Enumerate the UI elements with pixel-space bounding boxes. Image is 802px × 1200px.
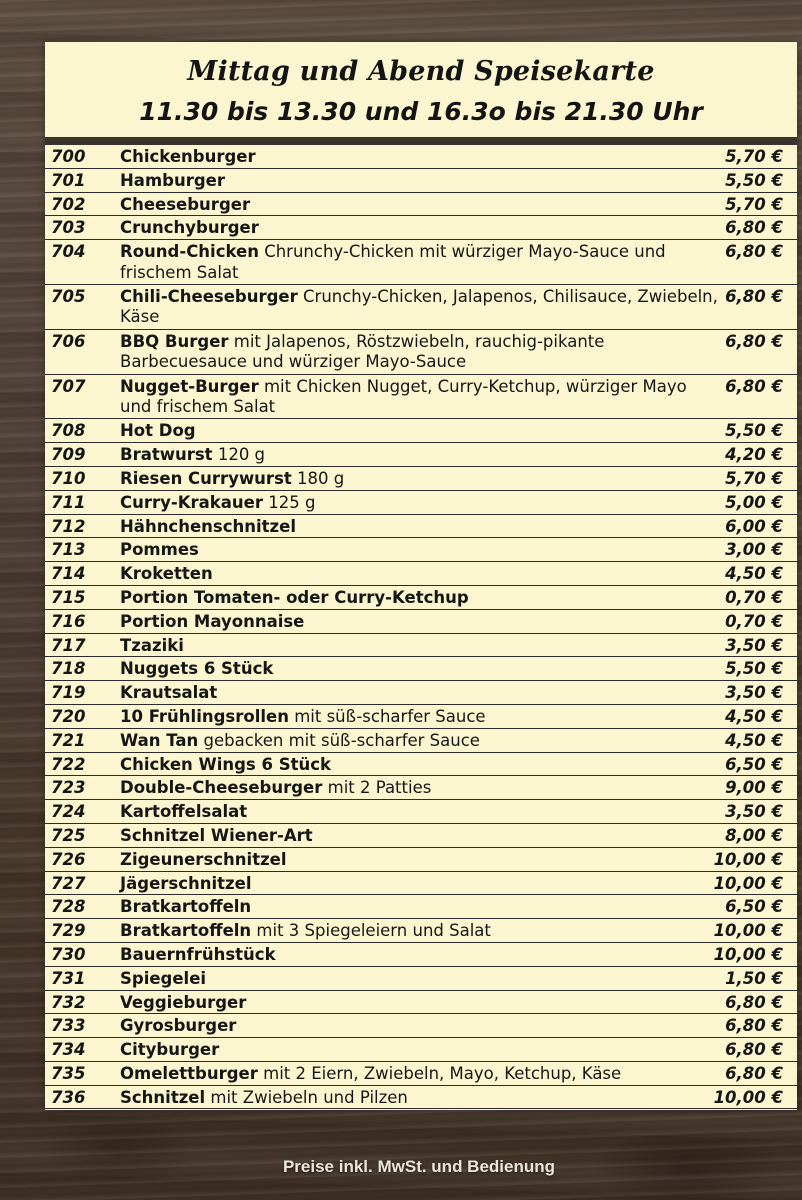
item-description <box>120 1016 720 1037</box>
item-name: Gyrosburger <box>120 1016 237 1036</box>
item-description <box>120 195 720 216</box>
item-price: 1,50 € <box>725 968 783 988</box>
item-description <box>120 897 720 918</box>
item-name: Krautsalat <box>120 683 218 703</box>
item-number: 720 <box>51 706 86 726</box>
item-name: Veggieburger <box>120 992 247 1012</box>
item-number: 710 <box>51 468 86 488</box>
opening-hours: 11.30 bis 13.30 und 16.3o bis 21.30 Uhr <box>139 97 703 126</box>
item-number: 734 <box>51 1040 86 1060</box>
menu-item-row <box>45 1062 797 1086</box>
item-details: mit Zwiebeln und Pilzen <box>205 1087 408 1107</box>
item-name: Cityburger <box>120 1040 220 1060</box>
item-price: 10,00 € <box>713 849 783 869</box>
item-description <box>120 636 720 657</box>
item-price: 4,50 € <box>725 706 783 726</box>
item-name: Chili-Cheeseburger <box>120 286 298 306</box>
menu-item-row <box>45 419 797 443</box>
item-name: Spiegelei <box>120 968 207 988</box>
menu-header <box>45 42 797 134</box>
item-description <box>120 778 720 799</box>
item-name: Schnitzel Wiener-Art <box>120 825 313 845</box>
menu-item-row <box>45 800 797 824</box>
item-name: Bratkartoffeln <box>120 897 252 917</box>
item-number: 721 <box>51 730 86 750</box>
item-number: 730 <box>51 944 86 964</box>
menu-item-row <box>45 562 797 586</box>
item-price: 5,50 € <box>725 421 783 441</box>
item-description <box>120 171 720 192</box>
menu-item-row <box>45 1086 797 1110</box>
item-details: 120 g <box>212 445 266 465</box>
menu-item-row <box>45 848 797 872</box>
item-number: 723 <box>51 778 86 798</box>
item-description <box>120 683 720 704</box>
item-description <box>120 802 720 823</box>
item-description <box>120 332 720 373</box>
item-name: Kartoffelsalat <box>120 802 248 822</box>
menu-item-row <box>45 443 797 467</box>
item-description <box>120 421 720 442</box>
item-name: Zigeunerschnitzel <box>120 849 287 869</box>
item-name: Jägerschnitzel <box>120 873 252 893</box>
menu-item-row <box>45 776 797 800</box>
item-name: Kroketten <box>120 564 213 584</box>
menu-item-row <box>45 753 797 777</box>
item-details: mit Chicken Nugget, Curry-Ketchup, würziger Mayo und frischem Salat <box>120 376 687 417</box>
item-description <box>120 826 720 847</box>
item-details: mit 3 Spiegeleiern und Salat <box>251 921 491 941</box>
item-description <box>120 993 720 1014</box>
item-price: 10,00 € <box>713 873 783 893</box>
item-price: 6,80 € <box>725 376 783 396</box>
item-description <box>120 517 720 538</box>
item-description <box>120 588 720 609</box>
price-note <box>0 1157 802 1177</box>
item-name: Bauernfrühstück <box>120 944 276 964</box>
item-price: 6,80 € <box>725 1016 783 1036</box>
item-description <box>120 564 720 585</box>
item-description <box>120 1064 720 1085</box>
item-description <box>120 874 720 895</box>
menu-item-row <box>45 1038 797 1062</box>
item-details: 125 g <box>262 492 316 512</box>
menu-item-row <box>45 285 797 330</box>
menu-item-row <box>45 729 797 753</box>
item-details: Crunchy-Chicken, Jalapenos, Chilisauce, Zwiebeln, Käse <box>120 286 718 327</box>
item-price: 9,00 € <box>725 778 783 798</box>
menu-item-row <box>45 330 797 375</box>
item-number: 722 <box>51 754 86 774</box>
item-price: 5,50 € <box>725 659 783 679</box>
item-number: 705 <box>51 286 86 306</box>
item-name: Hamburger <box>120 170 225 190</box>
item-name: Pommes <box>120 540 199 560</box>
item-name: Crunchyburger <box>120 218 259 238</box>
item-number: 713 <box>51 540 86 560</box>
item-number: 708 <box>51 421 86 441</box>
item-price: 6,50 € <box>725 897 783 917</box>
item-number: 712 <box>51 516 86 536</box>
item-number: 728 <box>51 897 86 917</box>
item-description <box>120 469 720 490</box>
item-price: 3,50 € <box>725 683 783 703</box>
item-description <box>120 945 720 966</box>
menu-item-list <box>45 145 797 1109</box>
header-divider <box>45 137 797 145</box>
item-name: Hähnchenschnitzel <box>120 516 296 536</box>
price-note-text: Preise inkl. MwSt. und Bedienung <box>282 1157 556 1176</box>
item-price: 5,70 € <box>725 468 783 488</box>
menu-item-row <box>45 681 797 705</box>
item-description <box>120 850 720 871</box>
menu-item-row <box>45 991 797 1015</box>
item-price: 4,20 € <box>725 445 783 465</box>
menu-card <box>45 42 797 1110</box>
menu-item-row <box>45 216 797 240</box>
menu-item-row <box>45 491 797 515</box>
item-number: 735 <box>51 1063 86 1083</box>
item-description <box>120 707 720 728</box>
item-name: Chicken Wings 6 Stück <box>120 754 331 774</box>
item-number: 727 <box>51 873 86 893</box>
menu-item-row <box>45 610 797 634</box>
item-price: 6,80 € <box>725 1040 783 1060</box>
item-name: BBQ Burger <box>120 331 229 351</box>
item-number: 732 <box>51 992 86 1012</box>
menu-item-row <box>45 169 797 193</box>
menu-item-row <box>45 967 797 991</box>
item-description <box>120 969 720 990</box>
item-number: 706 <box>51 331 86 351</box>
item-price: 4,50 € <box>725 564 783 584</box>
item-number: 724 <box>51 802 86 822</box>
item-description <box>120 612 720 633</box>
item-number: 726 <box>51 849 86 869</box>
item-number: 736 <box>51 1087 86 1107</box>
item-details: mit Jalapenos, Röstzwiebeln, rauchig-pikante Barbecuesauce und würziger Mayo-Sauce <box>120 331 605 372</box>
item-name: Curry-Krakauer <box>120 492 263 512</box>
item-price: 10,00 € <box>713 944 783 964</box>
item-price: 6,80 € <box>725 992 783 1012</box>
item-price: 6,50 € <box>725 754 783 774</box>
item-name: Portion Tomaten- oder Curry-Ketchup <box>120 587 469 607</box>
item-name: Schnitzel <box>120 1087 206 1107</box>
item-price: 10,00 € <box>713 921 783 941</box>
item-details: gebacken mit süß-scharfer Sauce <box>198 730 480 750</box>
item-number: 725 <box>51 825 86 845</box>
item-details: mit 2 Eiern, Zwiebeln, Mayo, Ketchup, Käse <box>257 1063 622 1083</box>
item-details: mit süß-scharfer Sauce <box>288 706 486 726</box>
item-number: 711 <box>51 492 86 512</box>
item-description <box>120 540 720 561</box>
item-price: 8,00 € <box>725 825 783 845</box>
item-number: 717 <box>51 635 86 655</box>
item-name: Nuggets 6 Stück <box>120 659 274 679</box>
item-number: 715 <box>51 587 86 607</box>
menu-item-row <box>45 193 797 217</box>
item-price: 5,00 € <box>725 492 783 512</box>
item-description <box>120 659 720 680</box>
item-number: 700 <box>51 147 86 166</box>
item-price: 5,70 € <box>725 194 783 214</box>
item-price: 3,50 € <box>725 635 783 655</box>
item-price: 6,80 € <box>725 242 783 262</box>
menu-item-row <box>45 375 797 420</box>
item-description <box>120 1040 720 1061</box>
item-name: Bratkartoffeln <box>120 921 252 941</box>
item-number: 709 <box>51 445 86 465</box>
item-name: Bratwurst <box>120 445 213 465</box>
menu-item-row <box>45 467 797 491</box>
item-description <box>120 377 720 418</box>
menu-item-row <box>45 705 797 729</box>
item-number: 718 <box>51 659 86 679</box>
item-number: 704 <box>51 242 86 262</box>
item-price: 6,80 € <box>725 1063 783 1083</box>
item-description <box>120 731 720 752</box>
menu-item-row <box>45 943 797 967</box>
item-number: 714 <box>51 564 86 584</box>
item-name: Wan Tan <box>120 730 199 750</box>
item-name: Hot Dog <box>120 421 196 441</box>
item-details: 180 g <box>291 468 345 488</box>
item-name: Round-Chicken <box>120 242 259 262</box>
item-name: Riesen Currywurst <box>120 468 292 488</box>
item-price: 0,70 € <box>725 587 783 607</box>
item-number: 719 <box>51 683 86 703</box>
item-number: 703 <box>51 218 86 238</box>
item-number: 731 <box>51 968 86 988</box>
item-details: mit 2 Patties <box>322 778 432 798</box>
item-number: 716 <box>51 611 86 631</box>
item-name: Chickenburger <box>120 147 256 166</box>
item-price: 10,00 € <box>713 1087 783 1107</box>
item-name: Cheeseburger <box>120 194 251 214</box>
item-price: 3,50 € <box>725 802 783 822</box>
item-price: 6,80 € <box>725 331 783 351</box>
item-description <box>120 921 720 942</box>
item-description <box>120 242 720 283</box>
menu-item-row <box>45 919 797 943</box>
item-number: 702 <box>51 194 86 214</box>
item-description <box>120 1088 720 1109</box>
item-description <box>120 755 720 776</box>
menu-item-row <box>45 634 797 658</box>
item-name: Nugget-Burger <box>120 376 259 396</box>
item-description <box>120 493 720 514</box>
menu-title: Mittag und Abend Speisekarte <box>187 56 655 87</box>
item-description <box>120 445 720 466</box>
item-name: Double-Cheeseburger <box>120 778 323 798</box>
item-description <box>120 287 720 328</box>
item-price: 6,80 € <box>725 286 783 306</box>
menu-item-row <box>45 824 797 848</box>
item-name: 10 Frühlingsrollen <box>120 706 289 726</box>
menu-item-row <box>45 538 797 562</box>
item-price: 6,00 € <box>725 516 783 536</box>
menu-item-row <box>45 657 797 681</box>
item-name: Omelettburger <box>120 1063 258 1083</box>
item-number: 701 <box>51 170 86 190</box>
menu-item-row <box>45 895 797 919</box>
menu-item-row <box>45 872 797 896</box>
item-description <box>120 147 720 168</box>
item-description <box>120 218 720 239</box>
item-name: Tzaziki <box>120 635 184 655</box>
item-details: Chrunchy-Chicken mit würziger Mayo-Sauce und frischem Salat <box>120 242 666 282</box>
item-number: 707 <box>51 376 86 396</box>
menu-item-row <box>45 515 797 539</box>
menu-item-row <box>45 1014 797 1038</box>
menu-item-row <box>45 586 797 610</box>
item-price: 5,70 € <box>725 147 783 166</box>
item-price: 5,50 € <box>725 170 783 190</box>
item-price: 4,50 € <box>725 730 783 750</box>
item-number: 733 <box>51 1016 86 1036</box>
item-name: Portion Mayonnaise <box>120 611 305 631</box>
menu-item-row <box>45 145 797 169</box>
item-number: 729 <box>51 921 86 941</box>
item-price: 0,70 € <box>725 611 783 631</box>
item-price: 3,00 € <box>725 540 783 560</box>
item-price: 6,80 € <box>725 218 783 238</box>
menu-item-row <box>45 240 797 285</box>
